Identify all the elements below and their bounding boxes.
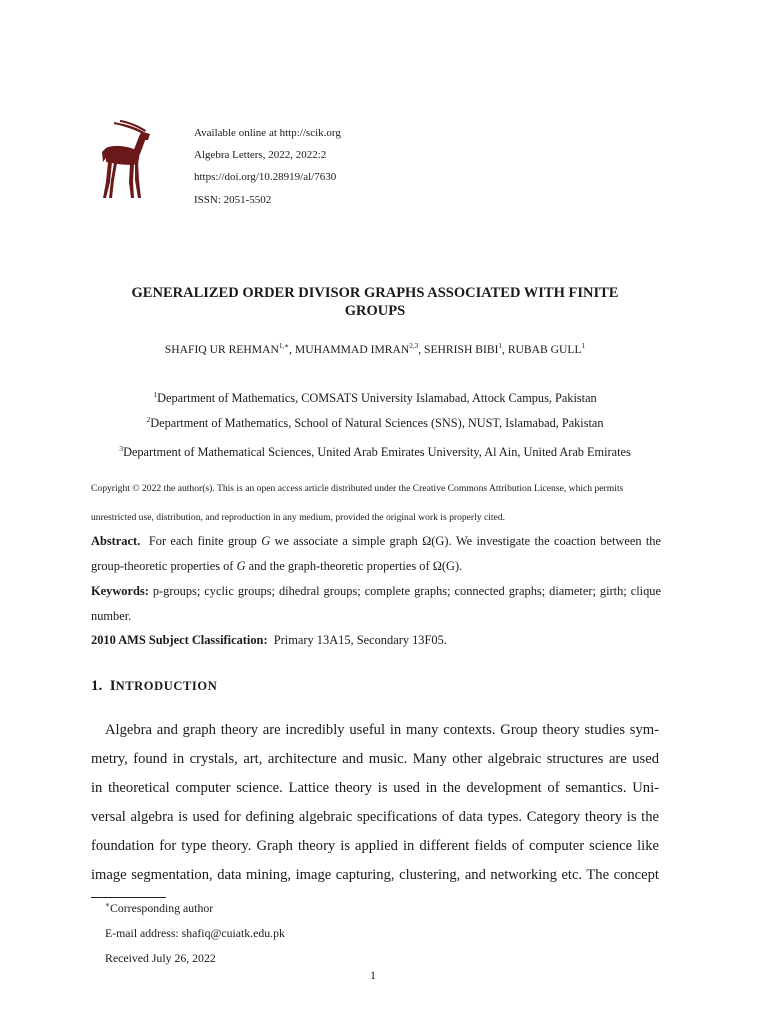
author-list: [90, 343, 660, 356]
section-number: 1.: [91, 678, 103, 694]
math-group-symbol: G: [236, 558, 246, 573]
math-group-symbol: G: [261, 534, 271, 548]
affiliation-text: Department of Mathematical Sciences, United Arab Emirates University, Al Ain, United Arab Emirates: [123, 445, 631, 459]
paragraph-line: Algebra and graph theory are incredibly useful in many contexts. Group theory studies sym-: [105, 722, 659, 738]
paper-title: [90, 284, 660, 320]
paragraph-line: in theoretical computer science. Lattice theory is used in the development of semantics. Uni-: [91, 780, 659, 796]
journal-availability: Available online at http://scik.org: [194, 127, 341, 139]
ams-classification: [91, 628, 661, 653]
journal-doi: https://doi.org/10.28919/al/7630: [194, 171, 337, 184]
section-title-rest: NTRODUCTION: [115, 679, 218, 693]
journal-issn: ISSN: 2051-5502: [194, 193, 272, 206]
title-line-2: GROUPS: [344, 303, 406, 319]
footnote-email: E-mail address: shafiq@cuiatk.edu.pk: [105, 926, 285, 940]
copyright-line-2: unrestricted use, distribution, and reproduction in any medium, provided the original work is properly cited.: [91, 512, 506, 523]
author-separator: ,: [289, 343, 295, 356]
affiliation: [80, 445, 670, 460]
keywords-text: p-groups; cyclic groups; dihedral groups; complete graphs; connected graphs; diameter; girth; clique number.: [91, 584, 662, 623]
affiliation-text: Department of Mathematics, COMSATS University Islamabad, Attock Campus, Pakistan: [157, 391, 597, 405]
footnote-corresponding: [105, 901, 213, 916]
author-name: SEHRISH BIBI: [424, 343, 499, 356]
page-number: 1: [370, 968, 376, 982]
abstract-text: . We investigate the coaction between the group-theoretic properties of: [91, 534, 662, 573]
copyright-line-1: Copyright © 2022 the author(s). This is an open access article distributed under the Creative Commons Attribution License, which permits: [91, 483, 624, 494]
antelope-logo-icon: [100, 118, 154, 202]
affiliation-mark: 2: [146, 414, 151, 424]
paragraph-line: foundation for type theory. Graph theory is applied in different fields of computer science like: [91, 838, 659, 854]
journal-citation: Algebra Letters, 2022, 2022:2: [194, 149, 327, 162]
abstract-label: Abstract.: [91, 534, 141, 548]
ams-text: Primary 13A15, Secondary 13F05.: [273, 633, 447, 647]
keywords: [91, 579, 661, 628]
author-name: SHAFIQ UR REHMAN: [164, 343, 279, 356]
author-affiliation-mark: 1,∗: [278, 342, 290, 351]
affiliation-text: Department of Mathematics, School of Natural Sciences (SNS), NUST, Islamabad, Pakistan: [150, 416, 604, 430]
footnote-divider: [91, 897, 166, 898]
paragraph-line: metry, found in crystals, art, architecture and music. Many other algebraic structures are used: [91, 751, 659, 767]
author-affiliation-mark: 1: [498, 342, 503, 351]
affiliation: [80, 416, 670, 431]
ams-label: 2010 AMS Subject Classification:: [91, 633, 268, 647]
math-graph-symbol: Ω(G): [432, 558, 460, 573]
abstract-text: .: [459, 558, 463, 573]
title-line-1: GENERALIZED ORDER DIVISOR GRAPHS ASSOCIATED WITH FINITE: [131, 285, 619, 301]
copyright-notice: [91, 474, 661, 532]
affiliation: [80, 391, 670, 406]
abstract-text: For each finite group: [148, 534, 257, 548]
affiliation-mark: 1: [153, 389, 158, 399]
footnote-text: Corresponding author: [109, 901, 214, 915]
section-heading: [91, 678, 217, 695]
paragraph-line: image segmentation, data mining, image capturing, clustering, and networking etc. The concept: [91, 867, 659, 883]
section-title-initial: I: [109, 678, 116, 694]
author-name: RUBAB GULL: [507, 343, 582, 356]
author-separator: ,: [502, 343, 508, 356]
abstract-text: and the graph-theoretic properties of: [248, 558, 430, 573]
abstract-text: we associate a simple graph: [274, 534, 418, 548]
math-graph-symbol: Ω(G): [422, 534, 449, 548]
author-affiliation-mark: 2,3: [409, 342, 419, 351]
paragraph-line: versal algebra is used for defining algebraic specifications of data types. Category theory is the: [91, 809, 659, 825]
journal-info: [194, 122, 341, 211]
author-affiliation-mark: 1: [581, 342, 586, 351]
footnote-mark: ∗: [105, 900, 110, 910]
author-name: MUHAMMAD IMRAN: [294, 343, 410, 356]
affiliation-mark: 3: [119, 443, 124, 453]
introduction-paragraph: [91, 716, 659, 890]
footnote-received: Received July 26, 2022: [105, 951, 216, 965]
keywords-label: Keywords:: [91, 584, 149, 598]
author-separator: ,: [418, 343, 425, 356]
abstract: [91, 529, 661, 578]
